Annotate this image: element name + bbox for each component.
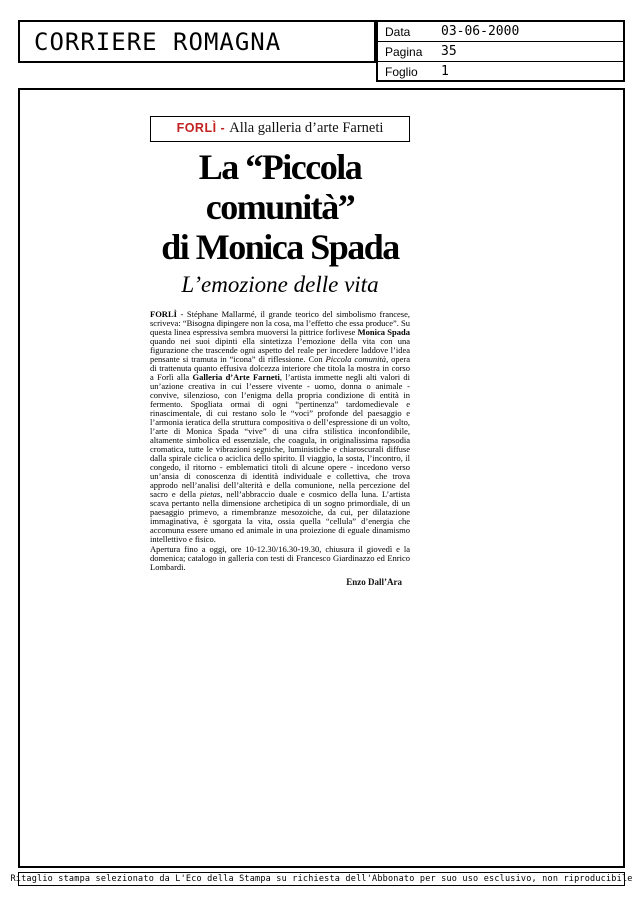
foglio-value: 1 — [441, 64, 449, 79]
title-line-3: di Monica Spada — [161, 227, 399, 267]
article-kicker — [150, 116, 410, 142]
article-title — [150, 147, 410, 267]
pagina-value: 35 — [441, 44, 457, 59]
title-line-2: comunità” — [205, 187, 355, 227]
body-paragraph: FORLÌ - Stéphane Mallarmé, il grande teorico del simbolismo francese, scriveva: “Bisogna dipingere non la cosa, ma l’effetto che essa produce”. Su questa linea espressiva sembra muoversi la pittrice forlivese Monica Spada quando nei suoi dipinti ella sintetizza l’emozione della vita con una figurazione che trascende ogni aspetto del reale per incedere laddove l’idea pensante si tramuta in “icona” di riflessione. Con Piccola comunità, opera di trattenuta quanto effusiva dolcezza interiore che titola la mostra in corso a Forlì alla Galleria d’Arte Farneti, l’artista immette negli alti valori di un’azione creativa in cui l’essere vivente - uomo, donna o animale - convive, silenzioso, con l’enigma della propria condizione di entità in fermento. Spogliata ormai di ogni “pertinenza” tardomedievale e rinascimentale, di cui restano solo le “voci” profonde del paesaggio e l’armonia ieratica della struttura compositiva o dell’espressione di un volto, l’arte di Monica Spada “vive” di una cifra stilistica inconfondibile, altamente simbolica ed essenziale, che coagula, in originalissima rapsodia cromatica, tutte le vibrazioni segniche, luministiche e chiaroscurali diffuse dalla spirale ciclica o aciclica dello spirito. Il viaggio, la sosta, l’incontro, il congedo, il ritorno - emblematici titoli di alcune opere - incedono verso un’ansia di conoscenza di identità individuale e collettiva, che trova approdo nell’analisi dell’alterità e della comunione, nella percezione del sacro e della pietas, nell’abbraccio duale e cosmico della luna. L’artista scava pertanto nella dimensione archetipica di un sogno primordiale, di un paesaggio primevo, a rimembranze mesozoiche, da cui, per dilatazione immaginativa, è sgorgata la vita, ossia quella “cellula” d’energia che accomuna essere umano ed animale in una proiezione di eguale dinamismo intellettivo e fisico. — [150, 309, 410, 544]
body-paragraph: Apertura fino a oggi, ore 10-12.30/16.30-19.30, chiusura il giovedì e la domenica; catalogo in galleria con testi di Francesco Giardinazzo ed Enrico Lombardi. — [150, 544, 410, 572]
meta-row-data — [378, 22, 623, 42]
title-line-1: La “Piccola — [198, 147, 362, 187]
footer-notice-text: Ritaglio stampa selezionato da L'Eco della Stampa su richiesta dell'Abbonato per suo uso esclusivo, non riproducibile — [10, 874, 633, 884]
pagina-label: Pagina — [385, 44, 423, 59]
newspaper-name: CORRIERE ROMAGNA — [34, 27, 282, 56]
data-label: Data — [385, 24, 411, 39]
clipping-meta-box — [376, 20, 625, 82]
kicker-city: FORLÌ - — [176, 121, 226, 135]
meta-row-foglio — [378, 62, 623, 81]
newspaper-name-box — [18, 20, 376, 63]
meta-row-pagina — [378, 42, 623, 62]
article-subtitle: L’emozione delle vita — [181, 272, 379, 297]
article — [150, 116, 410, 587]
article-signature: Enzo Dall’Ara — [346, 577, 402, 587]
kicker-text: Alla galleria d’arte Farneti — [229, 120, 384, 136]
clipping-frame — [18, 88, 625, 868]
data-value: 03-06-2000 — [441, 24, 520, 39]
article-body — [150, 310, 410, 572]
foglio-label: Foglio — [385, 64, 418, 79]
footer-notice — [10, 872, 633, 886]
